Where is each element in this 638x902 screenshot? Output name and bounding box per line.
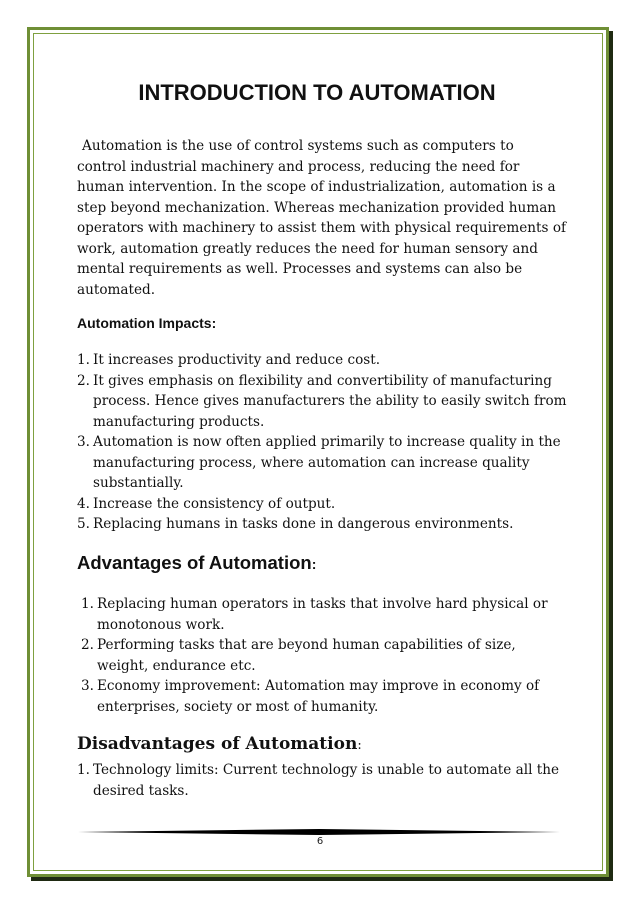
list-item (77, 514, 567, 535)
list-number: 5. (77, 516, 90, 532)
list-number: 2. (81, 637, 94, 653)
list-text: Replacing humans in tasks done in dangerous environments. (93, 516, 514, 532)
list-item (81, 676, 567, 717)
list-number: 1. (77, 352, 90, 368)
list-number: 2. (77, 372, 90, 389)
advantages-heading (77, 552, 316, 574)
list-text: Replacing human operators in tasks that involve hard physical or monotonous work. (97, 596, 548, 633)
advantages-list (81, 594, 567, 717)
disadvantages-heading (77, 734, 362, 754)
list-number: 3. (81, 678, 94, 694)
impacts-heading: Automation Impacts: (77, 315, 217, 331)
advantages-heading-colon: : (311, 556, 317, 572)
impacts-list (77, 350, 567, 535)
list-text: Increase the consistency of output. (93, 495, 336, 512)
disadvantages-list (77, 760, 567, 801)
list-text: Performing tasks that are beyond human capabilities of size, weight, endurance etc. (97, 637, 516, 674)
list-text: Technology limits: Current technology is unable to automate all the desired tasks. (93, 762, 560, 799)
list-item (77, 350, 567, 371)
intro-paragraph: Automation is the use of control systems such as computers to control industrial machinery and process, reducing the need for human intervention. In the scope of industrialization, automation is a step beyond mechanization. Whereas mechanization provided human operators with machinery to assist them with physical requirements of work, automation greatly reduces the need for human sensory and mental requirements as well. Processes and systems can also be automated. (77, 138, 567, 298)
list-number: 1. (81, 596, 94, 612)
list-item (77, 371, 567, 433)
list-item (77, 432, 567, 494)
list-text: Economy improvement: Automation may improve in economy of enterprises, society or most of humanity. (97, 678, 540, 715)
list-item (77, 760, 567, 801)
list-text: It increases productivity and reduce cost. (93, 352, 381, 368)
list-item (81, 635, 567, 676)
list-item (81, 594, 567, 635)
list-text: Automation is now often applied primarily to increase quality in the manufacturing process, where automation can increase quality substantially. (93, 434, 561, 491)
disadvantages-heading-colon: : (357, 738, 362, 753)
footer-divider (78, 829, 560, 835)
list-number: 4. (77, 495, 90, 512)
list-text: It gives emphasis on flexibility and convertibility of manufacturing process. Hence gives manufacturers the ability to easily switch from manufacturing products. (93, 372, 567, 430)
list-number: 3. (77, 434, 90, 450)
advantages-heading-text: Advantages of Automation (77, 552, 312, 573)
disadvantages-heading-text: Disadvantages of Automation (77, 734, 358, 754)
page-title: INTRODUCTION TO AUTOMATION (138, 80, 496, 105)
list-number: 1. (77, 762, 90, 778)
page-number: 6 (316, 836, 324, 847)
list-item (77, 494, 567, 515)
